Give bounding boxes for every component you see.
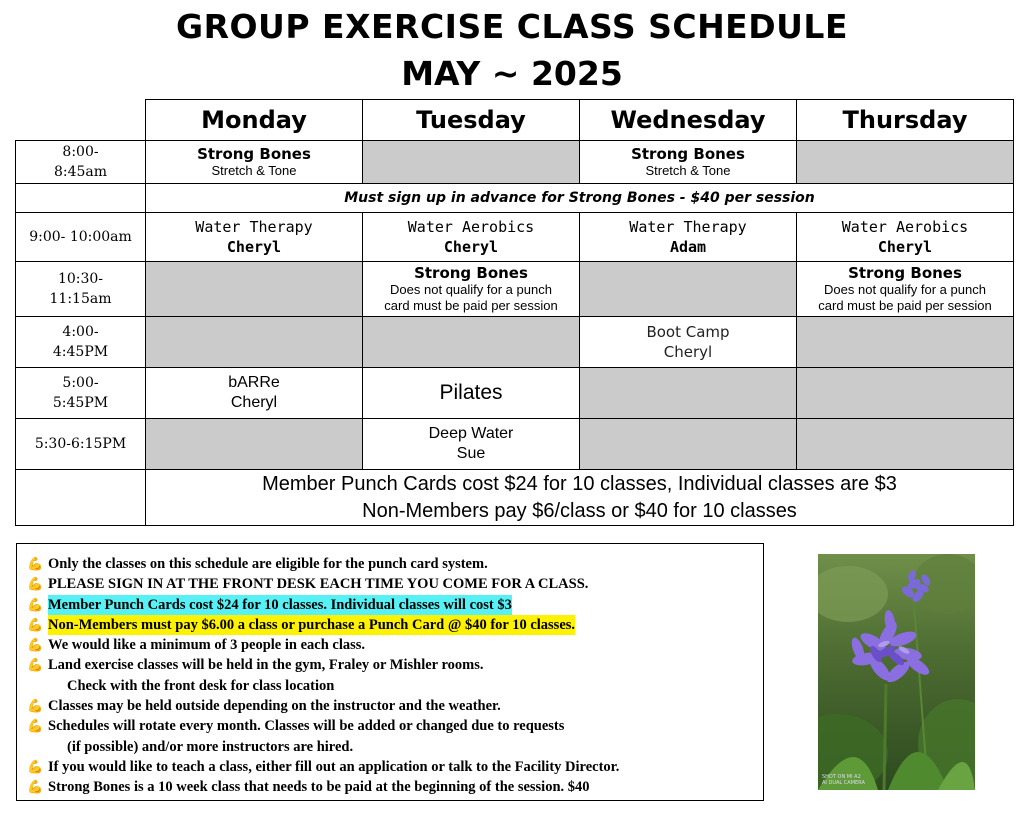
- note-item: 💪 If you would like to teach a class, either fill out an application or talk to the Facility Director.: [27, 757, 757, 777]
- agapanthus-flower-photo: [818, 554, 975, 790]
- time-cell: 4:00- 4:45PM: [16, 317, 146, 368]
- flexed-biceps-icon: 💪: [27, 657, 44, 673]
- note-item: 💪 Classes may be held outside depending on the instructor and the weather.: [27, 696, 757, 716]
- note-item: 💪 PLEASE SIGN IN AT THE FRONT DESK EACH TIME YOU COME FOR A CLASS.: [27, 574, 757, 594]
- empty-cell: [146, 262, 363, 317]
- empty-cell: [146, 317, 363, 368]
- class-cell-deep-water: Deep Water Sue: [363, 419, 580, 470]
- page-title: GROUP EXERCISE CLASS SCHEDULE: [176, 7, 848, 46]
- class-cell-water-therapy: Water Therapy Adam: [580, 213, 797, 262]
- flexed-biceps-icon: 💪: [27, 576, 44, 592]
- flexed-biceps-icon: 💪: [27, 718, 44, 734]
- class-cell-strong-bones: Strong Bones Does not qualify for a punch card must be paid per session: [797, 262, 1014, 317]
- page-subtitle: MAY ~ 2025: [401, 54, 623, 93]
- corner-cell: [16, 100, 146, 141]
- time-cell: 8:00- 8:45am: [16, 141, 146, 184]
- note-item: [27, 615, 757, 635]
- empty-cell: [797, 368, 1014, 419]
- day-header-monday: Monday: [146, 100, 363, 141]
- note-continuation: Check with the front desk for class location: [67, 677, 335, 694]
- flower-illustration: [818, 554, 975, 790]
- empty-cell: [580, 262, 797, 317]
- note-item: 💪 Strong Bones is a 10 week class that needs to be paid at the beginning of the session. $40: [27, 777, 757, 797]
- empty-cell: [580, 419, 797, 470]
- punch-card-info: Member Punch Cards cost $24 for 10 classes, Individual classes are $3 Non-Members pay $6/class or $40 for 10 classes: [146, 470, 1014, 526]
- flexed-biceps-icon: 💪: [27, 616, 44, 632]
- time-cell: 5:30-6:15PM: [16, 419, 146, 470]
- empty-cell: [797, 141, 1014, 184]
- time-cell: 5:00- 5:45PM: [16, 368, 146, 419]
- time-cell: 9:00- 10:00am: [16, 213, 146, 262]
- photo-watermark: SHOT ON MI A2 AI DUAL CAMERA: [822, 774, 865, 786]
- flexed-biceps-icon: 💪: [27, 698, 44, 714]
- schedule-table: [15, 99, 1014, 526]
- empty-cell: [797, 419, 1014, 470]
- flexed-biceps-icon: 💪: [27, 779, 44, 795]
- strong-bones-notice: Must sign up in advance for Strong Bones - $40 per session: [146, 184, 1014, 213]
- class-cell-pilates: Pilates: [363, 368, 580, 419]
- flexed-biceps-icon: 💪: [27, 556, 44, 571]
- time-cell: 10:30- 11:15am: [16, 262, 146, 317]
- empty-cell: [580, 368, 797, 419]
- highlighted-note: Non-Members must pay $6.00 a class or purchase a Punch Card @ $40 for 10 classes.: [48, 615, 575, 635]
- flexed-biceps-icon: 💪: [27, 596, 44, 612]
- note-continuation: (if possible) and/or more instructors are hired.: [67, 738, 354, 755]
- day-header-thursday: Thursday: [797, 100, 1014, 141]
- day-header-wednesday: Wednesday: [580, 100, 797, 141]
- class-cell-boot-camp: Boot Camp Cheryl: [580, 317, 797, 368]
- flexed-biceps-icon: 💪: [27, 758, 44, 774]
- highlighted-note: Member Punch Cards cost $24 for 10 classes. Individual classes will cost $3: [48, 595, 512, 615]
- class-cell-water-therapy: Water Therapy Cheryl: [146, 213, 363, 262]
- class-cell-water-aerobics: Water Aerobics Cheryl: [797, 213, 1014, 262]
- class-cell-strong-bones: Strong Bones Stretch & Tone: [580, 141, 797, 184]
- notice-spacer-cell: [16, 184, 146, 213]
- empty-cell: [797, 317, 1014, 368]
- class-cell-strong-bones: Strong Bones Does not qualify for a punch card must be paid per session: [363, 262, 580, 317]
- empty-cell: [363, 141, 580, 184]
- class-cell-strong-bones: Strong Bones Stretch & Tone: [146, 141, 363, 184]
- day-header-tuesday: Tuesday: [363, 100, 580, 141]
- note-item: 💪 Schedules will rotate every month. Classes will be added or changed due to requests: [27, 716, 757, 736]
- empty-cell: [146, 419, 363, 470]
- empty-cell: [363, 317, 580, 368]
- class-cell-barre: bARRe Cheryl: [146, 368, 363, 419]
- punch-spacer-cell: [16, 470, 146, 526]
- note-item: [27, 595, 757, 615]
- note-item: 💪 Land exercise classes will be held in the gym, Fraley or Mishler rooms.: [27, 655, 757, 675]
- note-item: 💪 Only the classes on this schedule are eligible for the punch card system.: [27, 554, 757, 574]
- notes-box: [16, 543, 764, 801]
- note-item: 💪 We would like a minimum of 3 people in each class.: [27, 635, 757, 655]
- flexed-biceps-icon: 💪: [27, 637, 44, 653]
- class-cell-water-aerobics: Water Aerobics Cheryl: [363, 213, 580, 262]
